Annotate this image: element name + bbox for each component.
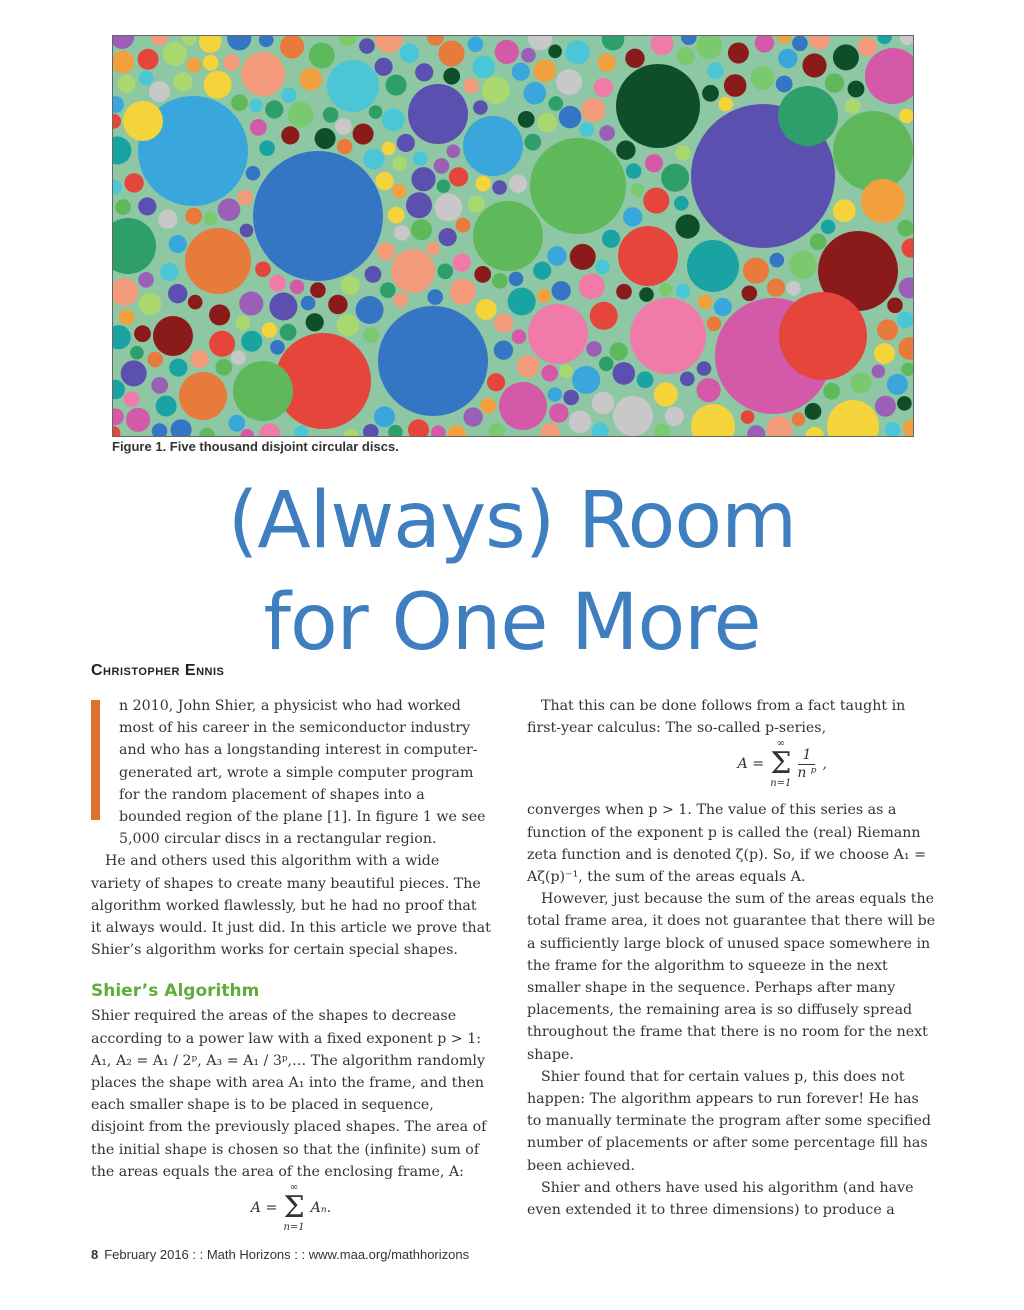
sum-upper-limit: ∞ <box>289 1182 299 1194</box>
right-paragraph-5: Shier and others have used his algorithm (and have even extended it to three dimensions) to produce a <box>527 1179 914 1219</box>
footer-text: February 2016 : : Math Horizons : : www.maa.org/mathhorizons <box>104 1247 470 1262</box>
figure-caption: Figure 1. Five thousand disjoint circular discs. <box>112 439 399 454</box>
fraction-denominator: n ᵖ <box>797 764 817 781</box>
circle-packing-art <box>113 36 913 436</box>
equation-p-series <box>527 739 937 799</box>
author-name: Christopher Ennis <box>91 662 225 679</box>
paragraph-2: He and others used this algorithm with a wide variety of shapes to create many beautiful pieces. The algorithm worked flawlessly, but he had no proof that it always would. It just did. In this article we prove that Shier’s algorithm works for certain special shapes. <box>91 853 491 959</box>
eq-lhs: A = <box>250 1199 278 1216</box>
eq-term: Aₙ. <box>310 1199 332 1216</box>
fraction <box>797 747 816 782</box>
right-column <box>527 695 937 1221</box>
article-title-line-2: for One More <box>263 578 761 668</box>
fraction-numerator: 1 <box>798 747 815 765</box>
right-paragraph-4: Shier found that for certain values p, this does not happen: The algorithm appears to run forever! He has to manually terminate the program after some specified number of placements or after some percentage fill has been achieved. <box>527 1068 931 1174</box>
article-title-line-1: (Always) Room <box>227 476 797 566</box>
section-heading: Shier’s Algorithm <box>91 981 260 1002</box>
right-paragraph-1: That this can be done follows from a fact taught in first-year calculus: The so-called p-series, <box>527 698 906 737</box>
right-paragraph-3: However, just because the sum of the areas equals the total frame area, it does not guarantee that there will be a sufficiently large block of unused space somewhere in the frame for the algorithm to squeeze in the next smaller shape in the sequence. Perhaps after many placements, the remaining area is so diffusely spread throughout the frame that there is no room for the next shape. <box>527 891 936 1063</box>
eq-lhs: A = <box>737 756 765 773</box>
intro-paragraph: n 2010, John Shier, a physicist who had worked most of his career in the semiconductor industry and who has a longstanding interest in computer-generated art, wrote a simple computer program for the random placement of shapes into a bounded region of the plane [1]. In figure 1 we see 5,000 circular discs in a rectangular region. <box>119 698 486 848</box>
eq-tail: , <box>822 756 827 773</box>
page-number: 8 <box>91 1247 99 1262</box>
sum-lower-limit: n=1 <box>283 1222 305 1234</box>
paragraph-3: Shier required the areas of the shapes to decrease according to a power law with a fixed exponent p > 1: A₁, A₂ = A₁ / 2ᵖ, A₃ = A₁ / 3ᵖ,… The algorithm randomly places the shape with area A₁ into the frame, and then each smaller shape is to be placed in sequence, disjoint from the previously placed shapes. The area of the initial shape is chosen so that the (infinite) sum of the areas equals the area of the enclosing frame, A: <box>91 1008 487 1180</box>
sigma-symbol: ∞ Σ n=1 <box>770 738 792 790</box>
page-footer <box>91 1247 469 1262</box>
left-column <box>91 695 491 1243</box>
sigma-symbol: ∞ Σ n=1 <box>283 1182 305 1234</box>
figure-1-discs <box>112 35 914 437</box>
equation-sum-an <box>91 1183 491 1243</box>
sum-lower-limit: n=1 <box>770 778 792 790</box>
right-paragraph-2: converges when p > 1. The value of this series as a function of the exponent p is called the (real) Riemann zeta function and is denoted ζ(p). So, if we choose A₁ = Aζ(p)⁻¹, the sum of the areas equals A. <box>527 802 926 886</box>
sum-upper-limit: ∞ <box>776 738 785 750</box>
